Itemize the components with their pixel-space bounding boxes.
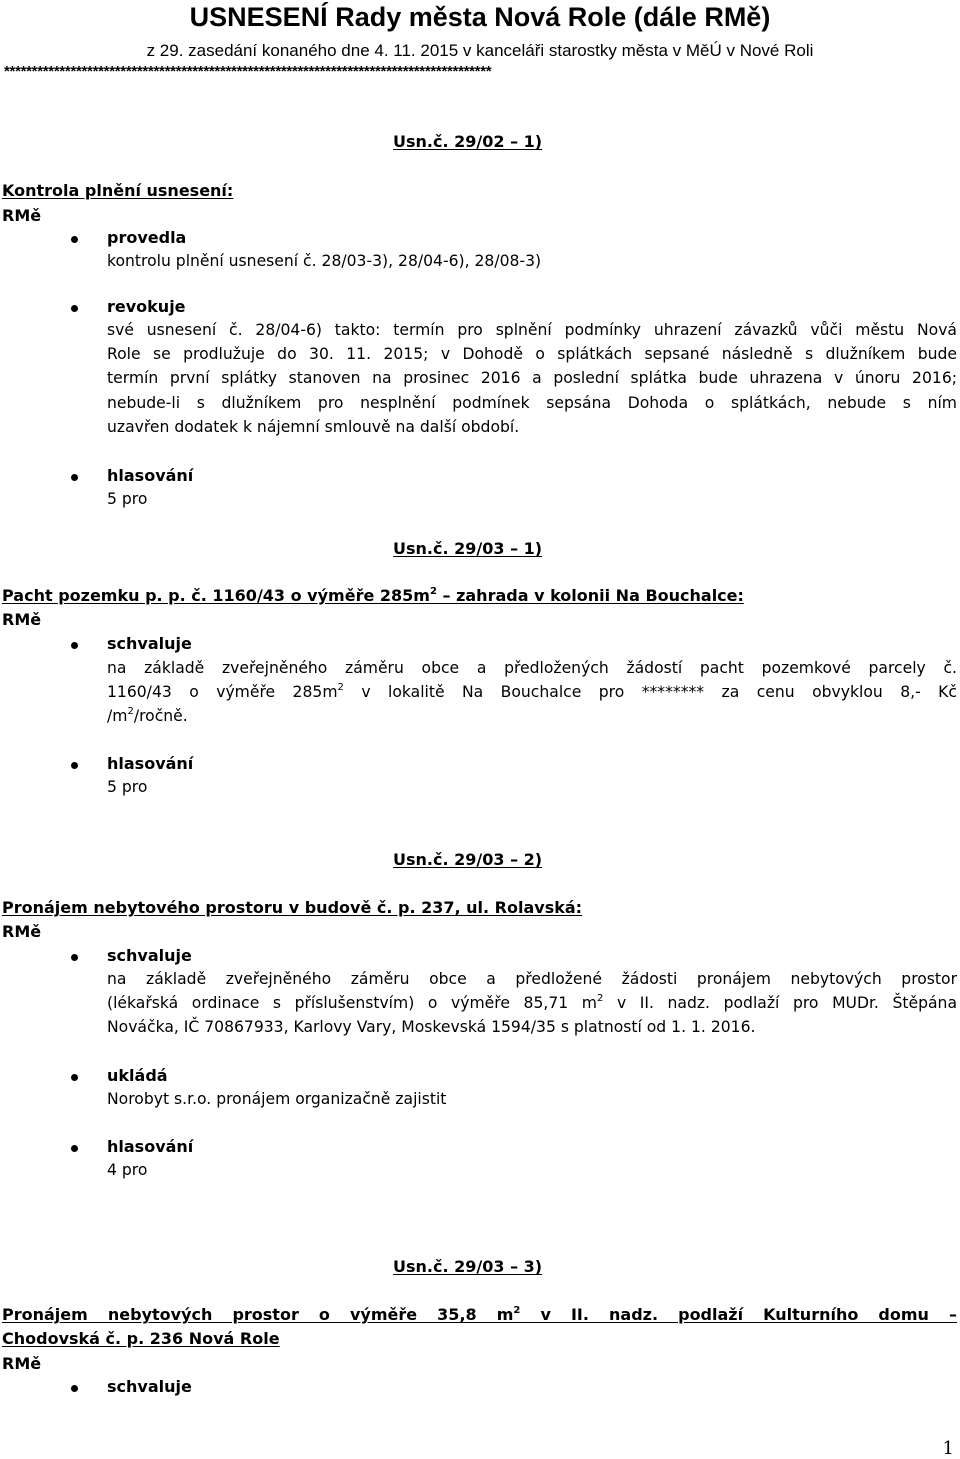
- action-keyword: provedla: [107, 228, 187, 247]
- separator-stars: ****************************************************************************************: [4, 63, 492, 80]
- action-text: Norobyt s.r.o. pronájem organizačně zajistit: [107, 1090, 447, 1108]
- page-number: 1: [942, 1438, 954, 1459]
- action-keyword: ukládá: [107, 1066, 168, 1085]
- vote-keyword: hlasování: [107, 1137, 194, 1156]
- vote-result: 5 pro: [107, 490, 148, 508]
- action-keyword: schvaluje: [107, 1377, 192, 1396]
- resolution-number: Usn.č. 29/03 – 3): [393, 1257, 543, 1276]
- section-heading: Pronájem nebytových prostor o výměře 35,8 $m^2$ v II. nadz. podlaží Kulturního domu –: [2, 1305, 957, 1324]
- action-text-line: nebude-li s dlužníkem pro nesplnění podmínek sepsána Dohoda o splátkách, nebude s ním: [107, 394, 957, 412]
- vote-keyword: hlasování: [107, 466, 194, 485]
- bullet-icon: [71, 1385, 78, 1392]
- action-text-line: (lékařská ordinace s příslušenstvím) o výměře 85,71 $m^2$ v II. nadz. podlaží pro MUDr. Štěpána: [107, 993, 957, 1012]
- bullet-icon: [71, 1074, 78, 1081]
- vote-result: 4 pro: [107, 1161, 148, 1179]
- page-subtitle: z 29. zasedání konaného dne 4. 11. 2015 v kanceláři starostky města v MěÚ v Nové Roli: [146, 41, 814, 60]
- section-heading: Pronájem nebytového prostoru v budově č. p. 237, ul. Rolavská:: [2, 898, 583, 917]
- council-label: RMě: [2, 1354, 42, 1373]
- bullet-icon: [71, 954, 78, 961]
- bullet-icon: [71, 1145, 78, 1152]
- resolution-number: Usn.č. 29/03 – 1): [393, 539, 543, 558]
- council-label: RMě: [2, 206, 42, 225]
- action-keyword: revokuje: [107, 297, 186, 316]
- action-text-line: $/m^2$/ročně.: [107, 706, 188, 725]
- action-text: kontrolu plnění usnesení č. 28/03-3), 28/04-6), 28/08-3): [107, 252, 542, 270]
- action-text-line: na základě zveřejněného záměru obce a předložené žádosti pronájem nebytových prostor: [107, 970, 957, 988]
- action-text-line: své usnesení č. 28/04-6) takto: termín pro splnění podmínky uhrazení závazků vůči městu Nová: [107, 321, 957, 339]
- bullet-icon: [71, 236, 78, 243]
- section-heading: Kontrola plnění usnesení:: [2, 181, 234, 200]
- bullet-icon: [71, 762, 78, 769]
- vote-keyword: hlasování: [107, 754, 194, 773]
- bullet-icon: [71, 474, 78, 481]
- action-keyword: schvaluje: [107, 946, 192, 965]
- resolution-number: Usn.č. 29/03 – 2): [393, 850, 543, 869]
- action-text-line: na základě zveřejněného záměru obce a předložených žádostí pacht pozemkové parcely č.: [107, 659, 957, 677]
- action-keyword: schvaluje: [107, 634, 192, 653]
- section-heading-line2: Chodovská č. p. 236 Nová Role: [2, 1329, 280, 1348]
- action-text-line: termín první splátky stanoven na prosinec 2016 a poslední splátka bude uhrazena v únoru 2016;: [107, 369, 957, 387]
- bullet-icon: [71, 305, 78, 312]
- action-text-line: uzavřen dodatek k nájemní smlouvě na další období.: [107, 418, 520, 436]
- page-title: USNESENÍ Rady města Nová Role (dále RMě): [189, 2, 771, 32]
- bullet-icon: [71, 642, 78, 649]
- resolution-number: Usn.č. 29/02 – 1): [393, 132, 543, 151]
- vote-result: 5 pro: [107, 778, 148, 796]
- council-label: RMě: [2, 610, 42, 629]
- action-text-line: 1160/43 o výměře $285m^2$ v lokalitě Na Bouchalce pro ******** za cenu obvyklou 8,- Kč: [107, 682, 957, 701]
- action-text-line: Role se prodlužuje do 30. 11. 2015; v Dohodě o splátkách sepsané následně s dlužníkem bude: [107, 345, 957, 363]
- action-text-line: Nováčka, IČ 70867933, Karlovy Vary, Moskevská 1594/35 s platností od 1. 1. 2016.: [107, 1018, 756, 1036]
- section-heading: Pacht pozemku p. p. č. 1160/43 o výměře $285m^2$ – zahrada v kolonii Na Bouchalce:: [2, 586, 744, 605]
- council-label: RMě: [2, 922, 42, 941]
